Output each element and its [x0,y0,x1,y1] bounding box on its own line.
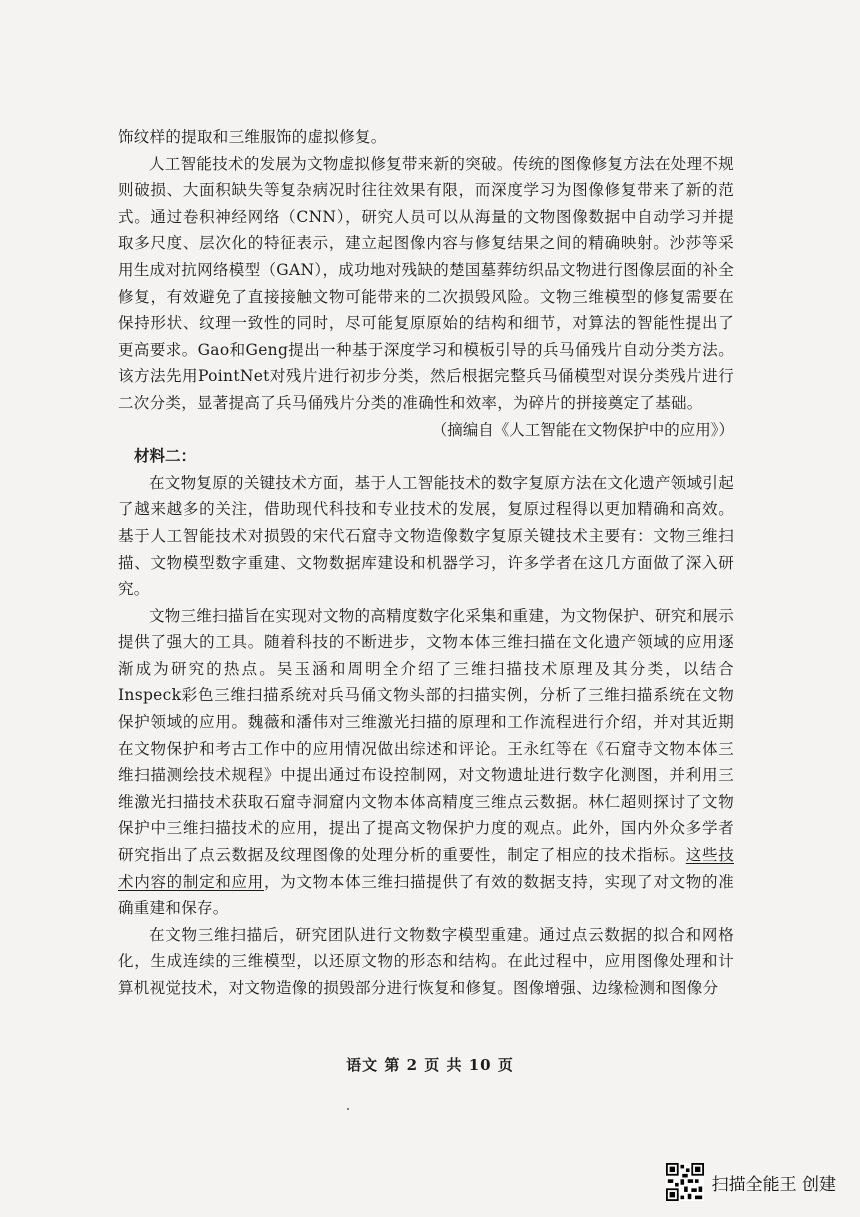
paragraph-model-reconstruction: 在文物三维扫描后，研究团队进行文物数字模型重建。通过点云数据的拟合和网格化，生成连续的三维模型，以还原文物的形态和结构。在此过程中，应用图像处理和计算机视觉技术，对文物造像的损毁部分进行恢复和修复。图像增强、边缘检测和图像分 [118,925,734,997]
scan-speck [347,1108,349,1110]
paragraph-ai-restoration: 人工智能技术的发展为文物虚拟修复带来新的突破。传统的图像修复方法在处理不规则破损、大面积缺失等复杂病况时往往效果有限，而深度学习为图像修复带来了新的范式。通过卷积神经网络（CNN），研究人员可以从海量的文物图像数据中自动学习并提取多尺度、层次化的特征表示，建立起图像内容与修复结果之间的精确映射。沙莎等采用生成对抗网络模型（GAN），成功地对残缺的楚国墓葬纺织品文物进行图像层面的补全修复，有效避免了直接接触文物可能带来的二次损毁风险。文物三维模型的修复需要在保持形状、纹理一致性的同时，尽可能复原原始的结构和细节，对算法的智能性提出了更高要求。Gao和Geng提出一种基于深度学习和模板引导的兵马俑残片自动分类方法。该方法先用PointNet对残片进行初步分类，然后根据完整兵马俑模型对误分类残片进行二次分类，显著提高了兵马俑残片分类的准确性和效率，为碎片的拼接奠定了基础。 [118,154,734,412]
underlined-phrase: 这些技术内容的制定和应用 [118,846,734,891]
text-run: 文物三维扫描旨在实现对文物的高精度数字化采集和重建，为文物保护、研究和展示提供了强大的工具。随着科技的不断进步，文物本体三维扫描在文化遗产领域的应用逐渐成为研究的热点。吴玉涵和周明全介绍了三维扫描技术原理及其分类，以结合Inspeck彩色三维扫描系统对兵马俑文物头部的扫描实例，分析了三维扫描系统在文物保护领域的应用。魏薇和潘伟对三维激光扫描的原理和工作流程进行介绍，并对其近期在文物保护和考古工作中的应用情况做出综述和评论。王永红等在《石窟寺文物本体三维扫描测绘技术规程》中提出通过布设控制网，对文物遗址进行数字化测图，并利用三维激光扫描技术获取石窟寺洞窟内文物本体高精度三维点云数据。林仁超则探讨了文物保护中三维扫描技术的应用，提出了提高文物保护力度的观点。此外，国内外众多学者研究指出了点云数据及纹理图像的处理分析的重要性，制定了相应的技术指标。 [118,606,734,865]
scanner-watermark [666,1162,836,1202]
source-citation: （摘编自《人工智能在文物保护中的应用》） [431,420,734,439]
watermark-text: 扫描全能王 创建 [711,1174,836,1195]
document-body [118,124,734,1002]
paragraph-continued: 饰纹样的提取和三维服饰的虚拟修复。 [118,128,387,146]
page-footer: 语文 第 2 页 共 10 页 [346,1056,514,1074]
material-two-heading: 材料二： [134,446,197,466]
paragraph-3d-scanning [118,603,734,922]
paragraph-key-technologies: 在文物复原的关键技术方面，基于人工智能技术的数字复原方法在文化遗产领域引起了越来越多的关注，借助现代科技和专业技术的发展，复原过程得以更加精确和高效。基于人工智能技术对损毁的宋代石窟寺文物造像数字复原关键技术主要有：文物三维扫描、文物模型数字重建、文物数据库建设和机器学习，许多学者在这几方面做了深入研究。 [118,473,734,599]
qr-code-icon [666,1163,704,1201]
text-run: ，为文物本体三维扫描提供了有效的数据支持，实现了对文物的准确重建和保存。 [118,872,735,918]
